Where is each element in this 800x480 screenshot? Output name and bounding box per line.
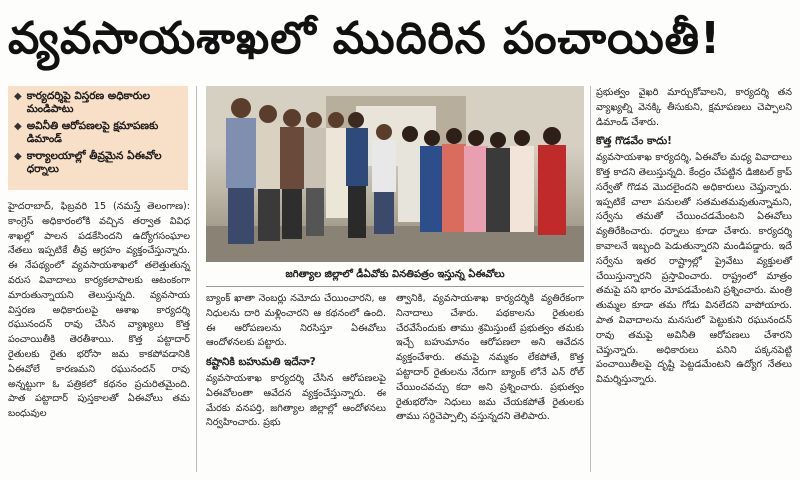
bullet-icon: ◆ [14, 91, 22, 102]
column-divider [196, 86, 197, 472]
bullet-icon: ◆ [14, 151, 22, 162]
group-photo-illustration [206, 86, 584, 262]
highlight-item [14, 150, 182, 176]
paragraph: బ్యాంక్ ఖాతా నెంబర్లు నమోదు చేయించారని, ఆ నిధులను దారి మళ్లించారని ఆ కథనంలో ఉంది. ఈ ఆరోపణలను నిరసిస్తూ ఏఈవోలు ఆందోళనలకు పట్టారు. [206, 293, 386, 349]
paragraph: త్వానికి, వ్యవసాయశాఖ కార్యదర్శికి వ్యతిరేకంగా నినాదాలు చేశారు. పథకాలను రైతులకు చేరవేసేందుకు తాము శ్రమిస్తుంటే ప్రభుత్వం తమకు ఇచ్చే బహుమానం ఆరోపణలా అని ఆవేదన వ్యక్తంచేశారు. తమపై నమ్మకం లేకపోతే, కొత్త పట్టాదార్ రైతులను నేరుగా బ్యాంక్ లోనే ఎన్ రోల్ చేయించవచ్చు కదా అని ప్రశ్నించారు. ప్రభుత్వం రైతుభరోసా నిధులు జమ చేయకపోతే రైతులకు తాము సర్దిచెప్పాల్సి వస్తున్నదని తెలిపారు. [396, 293, 584, 423]
highlights-box [8, 86, 188, 190]
column-divider [590, 86, 591, 472]
headline: వ్యవసాయశాఖలో ముదిరిన పంచాయితీ! [8, 13, 722, 64]
bullet-icon: ◆ [14, 121, 22, 132]
paragraph: వ్యవసాయశాఖ కార్యదర్శి చేసిన ఆరోపణలపై ఏఈవోలంతా ఆవేదన వ్యక్తంచేస్తున్నారు. ఈ మేరకు వనపర్తి, జగిత్యాల జిల్లాల్లో ఆందోళనలు నిర్వహించారు. ప్రభు [206, 372, 386, 429]
subheading: కొత్త గొడవేం కాదు! [596, 135, 672, 148]
highlight-text: కార్యాలయాల్లో తీవ్రమైన ఏఈవోల ధర్నాలు [26, 150, 162, 175]
paragraph: వ్యవసాయశాఖ కార్యదర్శి, ఏఈవోల మధ్య వివాదాలు కొత్త కాదని తెలుస్తున్నది. కేంద్రం చేపట్టిన డిజిటల్ క్రాప్ సర్వేతో గొడవ మొదలైందని అధికారులు చెప్తున్నారు. ఇప్పటికే చాలా పనులతో సతమతమవుతున్నామని, సర్వేను తమతో చేయించడమేంటని ఏఈవోలు వ్యతిరేకించారు. ధర్నాలు కూడా చేశారు. కార్యదర్శి కావాలనే ఇబ్బంది పెడుతున్నారని మండిపడ్డారు. ఇదే సర్వేను ఇతర రాష్ట్రాల్లో ప్రైవేటు వ్యక్తులతో చేయిస్తున్నారని ప్రస్తావించారు. రాష్ట్రంలో మాత్రం తమపై పని భారం మోపడమేంటని ప్రశ్నించారు. మంత్రి తుమ్మల కూడా తమ గోడు వినలేదని వాపోయారు. పాత వివాదాలను మనసులో పెట్టుకుని రఘునందన్ రావు తమపై అవినీతి ఆరోపణలు చేశారని చెప్తున్నారు. అధికారులు పనిని పక్కనపెట్టి పంచాయితీలపై దృష్టి పెట్టడమేంటని ఉద్యోగ నేతలు విమర్శిస్తున్నారు. [596, 152, 792, 386]
highlight-text: అవినీతి ఆరోపణలపై క్షమాపణకు డిమాండ్ [26, 120, 159, 145]
highlight-item [14, 120, 182, 146]
article-column-3 [396, 292, 584, 425]
photo-caption: జగిత్యాల జిల్లాలో డీఏవోకు వినతిపత్రం ఇస్తున్న ఏఈవోలు [206, 264, 584, 287]
article-column-4 [596, 86, 792, 388]
subheading: కష్టానికి బహుమతి ఇదేనా? [206, 356, 316, 369]
article-column-1 [8, 200, 190, 422]
paragraph: హైదరాబాద్, ఫిబ్రవరి 15 (నమస్తే తెలంగాణ): కాంగ్రెస్ అధికారంలోకి వచ్చిన తర్వాత వివిధ శాఖల్లో పాలన పడకేసిందని ఉద్యోగసంఘాల నేతలు ఇప్పటికే తీవ్ర ఆగ్రహం వ్యక్తంచేస్తున్నారు. ఈ నేపథ్యంలో వ్యవసాయశాఖలో తలెత్తుతున్న వరుస వివాదాలు కార్యకలాపాలకు ఆటంకంగా మారుతున్నాయని తెలుస్తున్నది. వ్యవసాయ విస్తరణ అధికారులపై ఆశాఖ కార్యదర్శి రఘునందన్ రావు చేసిన వ్యాఖ్యలు కొత్త పంచాయితీకి తెరతీశాయి. కొత్త పట్టాదార్ రైతులకు రైతు భరోసా జమ కాకపోవడానికి ఏఈవోలే కారణమని రఘునందన్ రావు అన్నట్టుగా ఓ పత్రికలో కథనం ప్రచురితమైంది. పాత పట్టాదార్ పుస్తకాలతో ఏఈవోలు తమ బంధువుల [8, 201, 190, 420]
article-column-2 [206, 292, 386, 431]
news-photo [206, 86, 584, 262]
highlight-item [14, 90, 182, 116]
paragraph: ప్రభుత్వం వైఖరి మార్చుకోవాలని, కార్యదర్శి తన వ్యాఖ్యల్ని వెనక్కి తీసుకుని, క్షమాపణలు చెప్పాలని డిమాండ్ చేశారు. [596, 87, 792, 128]
highlight-text: కార్యదర్శిపై విస్తరణ అధికారుల మండిపాటు [26, 90, 151, 115]
